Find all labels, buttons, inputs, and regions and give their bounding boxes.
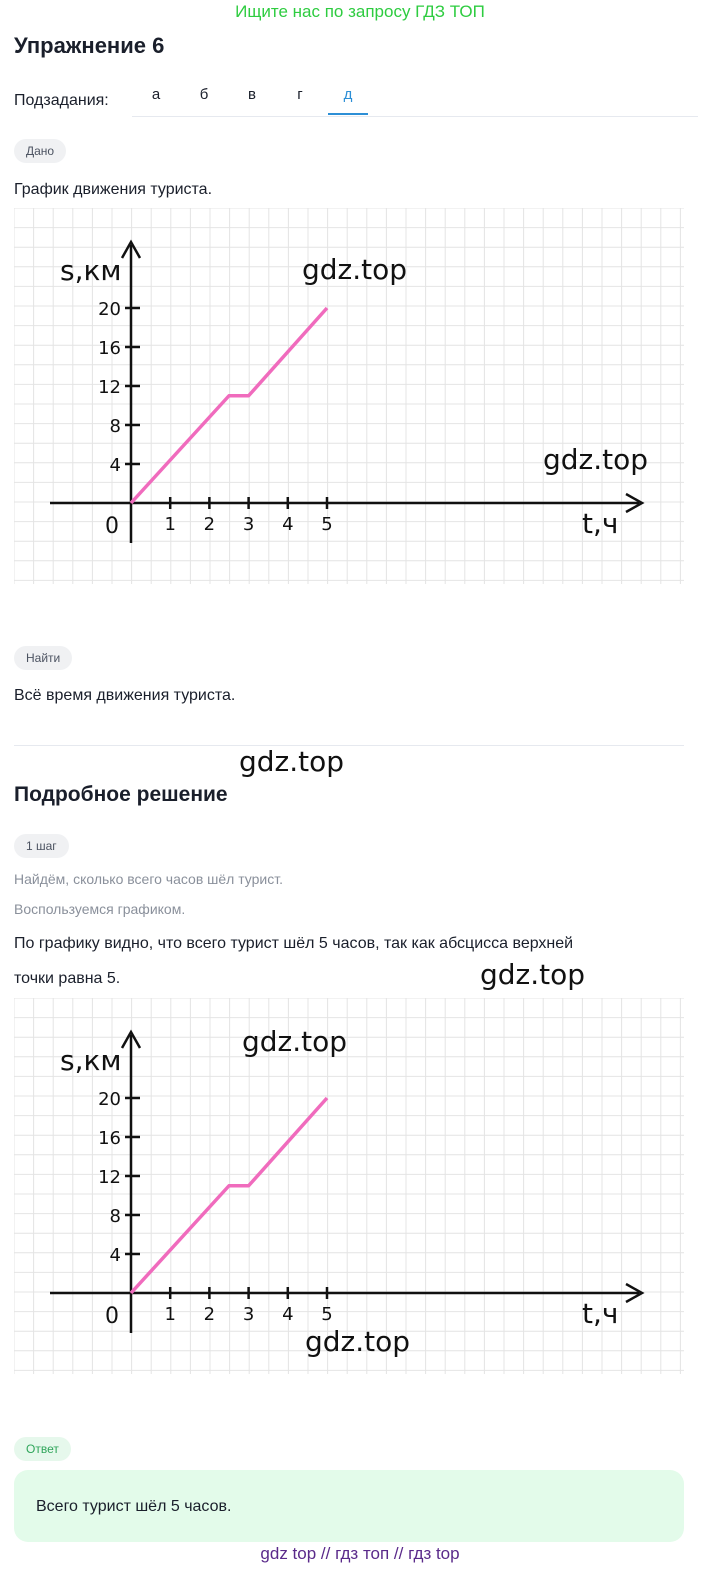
y-tick-label: 4 [109,455,121,476]
y-tick-label: 20 [98,1089,121,1110]
given-text: График движения туриста. [14,181,213,198]
watermark: gdz.top [302,253,408,286]
x-axis-label: t,ч [582,507,619,540]
answer-box [14,1470,684,1542]
find-badge: Найти [14,646,72,670]
x-tick-label: 1 [164,1304,176,1325]
hint-text: Найдём, сколько всего часов шёл турист. [14,871,283,887]
subtask-tabs [14,86,372,116]
x-tick-label: 2 [203,1304,216,1325]
x-tick-label: 4 [282,1304,294,1325]
y-tick-label: 8 [109,1206,121,1227]
tab-d[interactable]: д [324,86,372,116]
tab-a[interactable]: а [151,86,161,103]
motion-graph-solution [14,998,684,1374]
x-tick-label: 3 [242,514,255,535]
series-line [131,308,327,503]
watermark: gdz.top [305,1325,411,1358]
tabs-underline [132,116,698,117]
y-tick-label: 16 [98,1128,121,1149]
x-tick-label: 3 [242,1304,255,1325]
solution-text: По графику видно, что всего турист шёл 5 часов, так как абсцисса верхней [14,935,574,952]
tab-b[interactable]: б [199,86,209,103]
watermark: gdz.top [480,958,586,991]
section-divider [14,745,684,746]
page-title: Упражнение 6 [14,33,165,58]
x-tick-label: 5 [321,1304,333,1325]
answer-badge: Ответ [14,1437,71,1461]
hint-text: Воспользуемся графиком. [14,901,186,917]
given-badge: Дано [14,139,66,163]
tab-g[interactable]: г [297,86,303,103]
x-tick-label: 2 [203,514,216,535]
y-tick-label: 20 [98,299,121,320]
origin-label: 0 [105,514,119,539]
y-tick-label: 16 [98,338,121,359]
tab-v[interactable]: в [248,86,256,103]
watermark: gdz.top [239,745,345,778]
x-tick-label: 4 [282,514,294,535]
x-tick-label: 5 [321,514,333,535]
watermark: gdz.top [543,443,649,476]
watermark: gdz.top [242,1025,348,1058]
origin-label: 0 [105,1304,119,1329]
solution-text: точки равна 5. [14,970,121,987]
y-tick-label: 12 [98,377,121,398]
y-tick-label: 4 [109,1245,121,1266]
footer-links: gdz top // гдз топ // гдз top [260,1544,460,1563]
step-badge: 1 шаг [14,834,69,858]
subtasks-label: Подзадания: [14,92,109,109]
top-banner: Ищите нас по запросу ГДЗ ТОП [235,2,485,21]
x-tick-label: 1 [164,514,176,535]
x-axis-label: t,ч [582,1297,619,1330]
y-axis-label: s,км [60,254,122,287]
answer-text: Всего турист шёл 5 часов. [36,1498,232,1515]
series-line [131,1098,327,1293]
y-axis-label: s,км [60,1044,122,1077]
y-tick-label: 12 [98,1167,121,1188]
y-tick-label: 8 [109,416,121,437]
find-text: Всё время движения туриста. [14,687,236,704]
solution-heading: Подробное решение [14,783,228,806]
